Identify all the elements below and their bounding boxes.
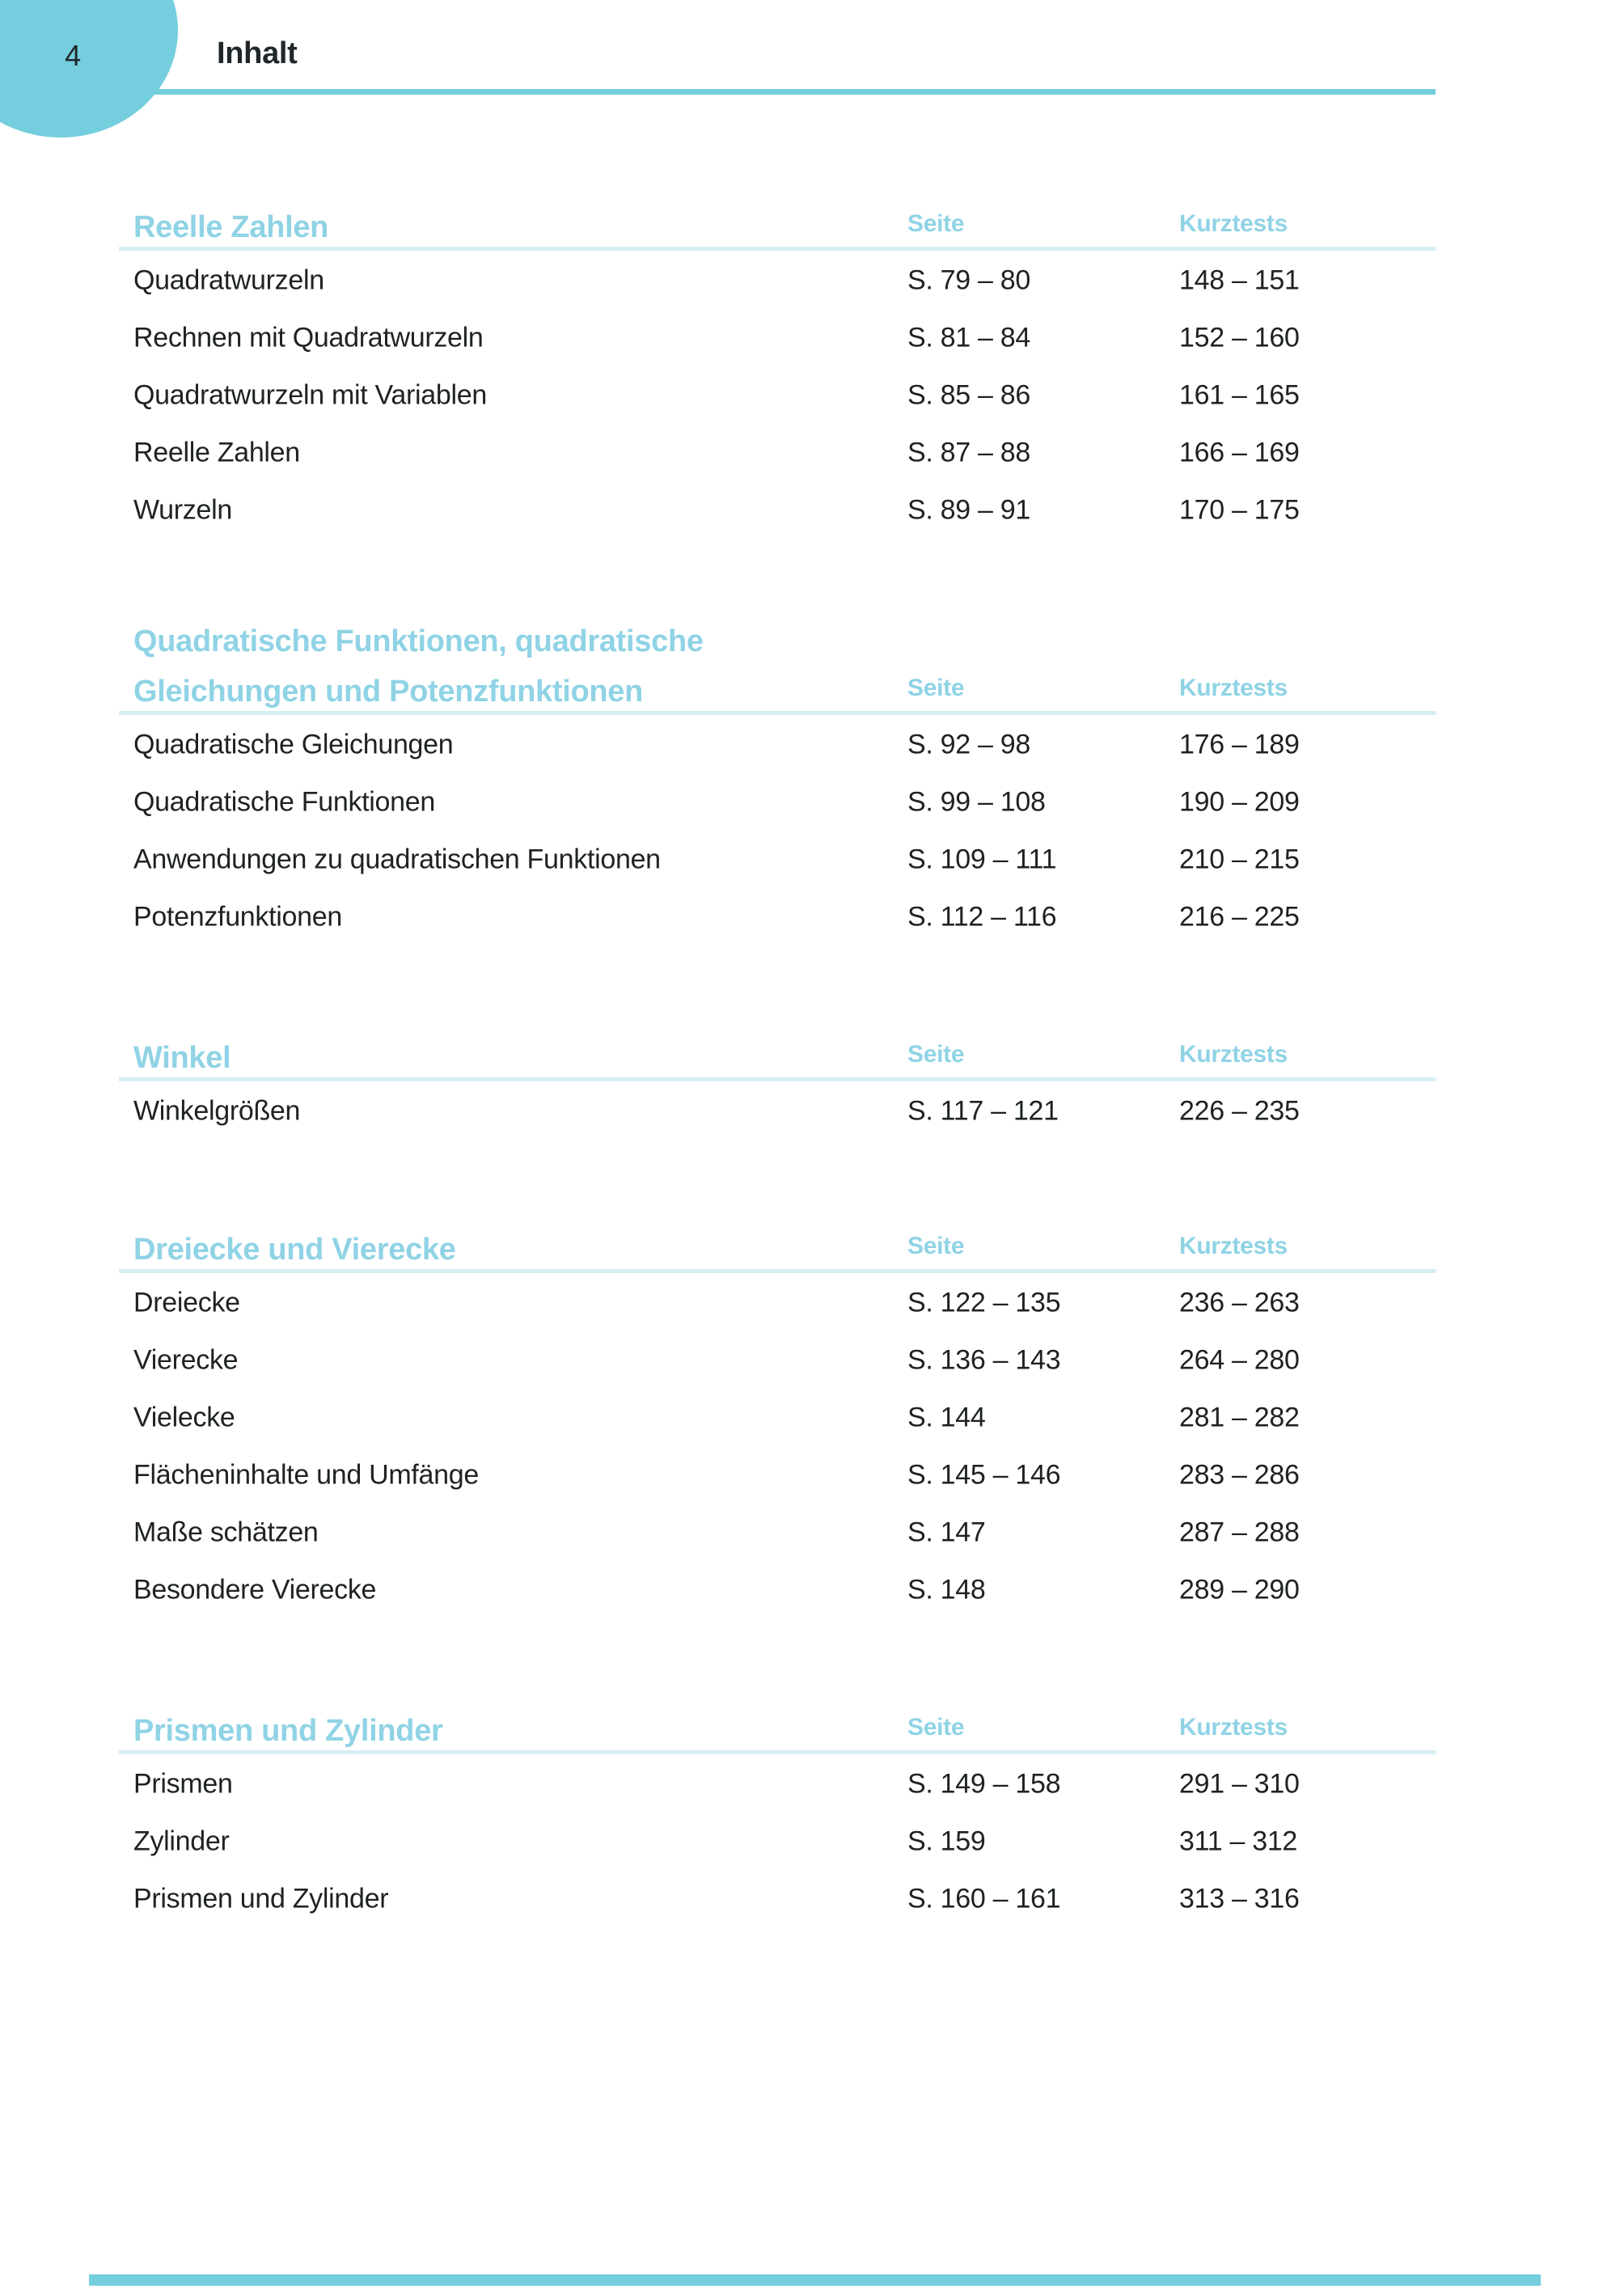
row-seite: S. 147 [907,1517,986,1547]
section-divider [119,1750,1436,1754]
column-header-seite: Seite [907,1714,965,1741]
column-header-kurztests: Kurztests [1179,675,1288,701]
row-kurztests: 287 – 288 [1179,1517,1300,1547]
footer-rule [89,2274,1541,2286]
row-seite: S. 122 – 135 [907,1287,1061,1318]
section-divider [119,1077,1436,1081]
page-number: 4 [65,39,81,72]
table-row [133,1446,1436,1504]
column-header-seite: Seite [907,210,965,237]
section-rows [133,1755,1436,1927]
row-seite: S. 117 – 121 [907,1095,1059,1126]
row-kurztests: 236 – 263 [1179,1287,1300,1318]
row-topic: Vierecke [133,1344,239,1375]
toc-section [133,1225,1436,1605]
row-kurztests: 190 – 209 [1179,786,1300,817]
row-seite: S. 99 – 108 [907,786,1046,817]
row-topic: Dreiecke [133,1287,240,1318]
table-row [133,716,1436,773]
header-rule [121,89,1436,95]
row-topic: Quadratische Funktionen [133,786,435,817]
column-header-seite: Seite [907,675,965,701]
row-kurztests: 281 – 282 [1179,1402,1300,1432]
column-header-kurztests: Kurztests [1179,1233,1288,1259]
column-header-kurztests: Kurztests [1179,1714,1288,1741]
page-title: Inhalt [217,36,298,70]
table-row [133,1274,1436,1331]
toc-section [133,1033,1436,1126]
section-rows [133,716,1436,946]
row-kurztests: 291 – 310 [1179,1768,1300,1799]
row-topic: Reelle Zahlen [133,437,300,467]
section-title-line: Winkel [133,1041,231,1075]
table-row [133,1504,1436,1561]
row-kurztests: 264 – 280 [1179,1344,1300,1375]
row-seite: S. 87 – 88 [907,437,1031,467]
row-kurztests: 148 – 151 [1179,264,1300,295]
row-topic: Wurzeln [133,494,232,525]
row-topic: Flächeninhalte und Umfänge [133,1459,479,1490]
toc-section [133,1706,1436,1914]
row-kurztests: 166 – 169 [1179,437,1300,467]
row-topic: Winkelgrößen [133,1095,301,1126]
row-topic: Maße schätzen [133,1517,319,1547]
table-row [133,481,1436,539]
row-kurztests: 289 – 290 [1179,1574,1300,1605]
row-seite: S. 144 [907,1402,986,1432]
section-title-line: Quadratische Funktionen, quadratische [133,624,704,658]
row-seite: S. 148 [907,1574,986,1605]
row-seite: S. 149 – 158 [907,1768,1061,1799]
section-rows [133,1082,1436,1140]
row-seite: S. 159 [907,1826,986,1856]
row-seite: S. 81 – 84 [907,322,1031,353]
section-rows [133,252,1436,539]
row-seite: S. 160 – 161 [907,1883,1061,1914]
row-kurztests: 170 – 175 [1179,494,1300,525]
section-divider [119,711,1436,715]
table-row [133,888,1436,946]
row-seite: S. 92 – 98 [907,729,1031,759]
section-title-line: Prismen und Zylinder [133,1714,443,1748]
table-row [133,309,1436,366]
toc-section [133,202,1436,525]
section-divider [119,247,1436,251]
section-divider [119,1269,1436,1273]
column-header-seite: Seite [907,1233,965,1259]
row-topic: Anwendungen zu quadratischen Funktionen [133,844,661,874]
table-row [133,252,1436,309]
row-kurztests: 226 – 235 [1179,1095,1300,1126]
row-seite: S. 136 – 143 [907,1344,1061,1375]
row-kurztests: 176 – 189 [1179,729,1300,759]
row-topic: Prismen [133,1768,233,1799]
table-row [133,773,1436,831]
table-row [133,424,1436,481]
table-row [133,1755,1436,1813]
row-seite: S. 89 – 91 [907,494,1031,525]
row-topic: Vielecke [133,1402,235,1432]
section-title-line: Gleichungen und Potenzfunktionen [133,675,644,709]
table-row [133,366,1436,424]
row-kurztests: 311 – 312 [1179,1826,1298,1856]
column-header-seite: Seite [907,1041,965,1068]
row-topic: Rechnen mit Quadratwurzeln [133,322,484,353]
column-header-kurztests: Kurztests [1179,1041,1288,1068]
toc-section [133,616,1436,932]
row-topic: Zylinder [133,1826,230,1856]
row-topic: Quadratwurzeln [133,264,324,295]
table-row [133,1331,1436,1389]
table-row [133,831,1436,888]
row-kurztests: 216 – 225 [1179,901,1300,932]
row-seite: S. 85 – 86 [907,379,1031,410]
row-topic: Potenzfunktionen [133,901,342,932]
column-header-kurztests: Kurztests [1179,210,1288,237]
row-kurztests: 283 – 286 [1179,1459,1300,1490]
section-rows [133,1274,1436,1618]
row-seite: S. 145 – 146 [907,1459,1061,1490]
row-topic: Quadratische Gleichungen [133,729,454,759]
row-seite: S. 112 – 116 [907,901,1057,932]
row-topic: Quadratwurzeln mit Variablen [133,379,487,410]
table-row [133,1082,1436,1140]
row-topic: Prismen und Zylinder [133,1883,389,1914]
section-title-line: Dreiecke und Vierecke [133,1233,456,1267]
table-row [133,1389,1436,1446]
row-seite: S. 79 – 80 [907,264,1031,295]
row-topic: Besondere Vierecke [133,1574,377,1605]
table-row [133,1813,1436,1870]
table-row [133,1561,1436,1618]
section-title-line: Reelle Zahlen [133,210,329,244]
table-row [133,1870,1436,1927]
row-kurztests: 161 – 165 [1179,379,1300,410]
row-kurztests: 152 – 160 [1179,322,1300,353]
row-kurztests: 210 – 215 [1179,844,1300,874]
row-seite: S. 109 – 111 [907,844,1057,874]
row-kurztests: 313 – 316 [1179,1883,1300,1914]
